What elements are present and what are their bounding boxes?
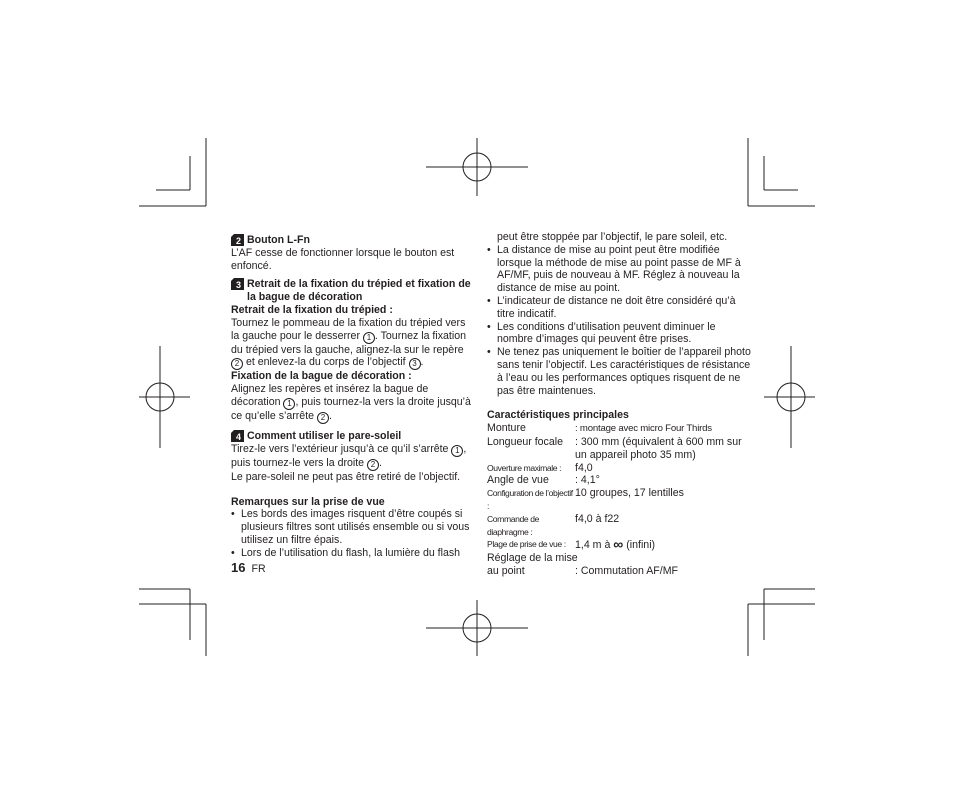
list-item: • Les conditions d’utilisation peuvent diminuer le nombre d’images qui peuvent être prises.	[487, 321, 752, 347]
spec-row: Monture : montage avec micro Four Thirds	[487, 422, 712, 435]
lens-hood-note: Le pare-soleil ne peut pas être retiré de l’objectif.	[231, 470, 461, 483]
page-number: 16	[231, 560, 246, 575]
section-title: Retrait de la fixation du trépied et fixation de la bague de décoration	[247, 278, 471, 304]
subheading-tripod-removal: Retrait de la fixation du trépied :	[231, 303, 393, 316]
spec-row: Commande de diaphragme : f4,0 à f22	[487, 512, 620, 537]
spec-row: Longueur focale : 300 mm (équivalent à 600 mm sur un appareil photo 35 mm)	[487, 435, 742, 461]
spec-row: Ouverture maximale : f4,0	[487, 461, 593, 474]
svg-text:4: 4	[235, 431, 242, 442]
circled-number-1: 1	[283, 398, 295, 410]
remarks-list	[231, 508, 471, 559]
svg-text:2: 2	[235, 236, 242, 246]
circled-number-1: 1	[451, 445, 463, 457]
spec-row: Configuration de l’objectif : 10 groupes, 17 lentilles	[487, 487, 684, 511]
circled-number-2: 2	[367, 459, 379, 471]
spec-row: Angle de vue : 4,1°	[487, 474, 600, 487]
spec-row: Plage de prise de vue : 1,4 m à ∞ (infini)	[487, 536, 656, 553]
section-l-fn-button	[231, 234, 471, 247]
circled-number-3: 3	[409, 358, 421, 370]
section-title: Bouton L-Fn	[247, 234, 310, 246]
list-item: • Lors de l’utilisation du flash, la lumière du flash	[231, 547, 471, 560]
right-column	[487, 231, 752, 578]
lens-hood-text: Tirez-le vers l’extérieur jusqu’à ce qu’il s’arrête 1 , puis tournez-le vers la droite 2 .	[231, 442, 467, 469]
registration-mark-left	[139, 346, 190, 448]
list-item: • Ne tenez pas uniquement le boîtier de l’appareil photo sans tenir l’objectif. Les caractéristiques de résistance à l’eau ou les performances optiques risquent de ne pas être maintenues.	[487, 346, 752, 397]
remarks-title: Remarques sur la prise de vue	[231, 495, 385, 508]
decoration-ring-text: Alignez les repères et insérez la bague de décoration 1 , puis tournez-la vers la droite jusqu’à ce qu’elle s’arrête 2 .	[231, 383, 471, 422]
step-4-icon	[231, 430, 244, 442]
list-item: • L’indicateur de distance ne doit être considéré qu’à titre indicatif.	[487, 295, 752, 321]
svg-text:3: 3	[235, 280, 242, 291]
section-tripod-mount	[231, 278, 471, 304]
language-code: FR	[251, 563, 266, 575]
circled-number-2: 2	[231, 358, 243, 370]
spec-row: Réglage de la mise	[487, 552, 578, 565]
specs-table	[487, 422, 752, 578]
step-2-icon	[231, 234, 244, 246]
section-title: Comment utiliser le pare-soleil	[247, 429, 402, 442]
infinity-icon: ∞	[613, 536, 624, 553]
continued-text: peut être stoppée par l’objectif, le pare soleil, etc.	[497, 231, 728, 243]
left-column	[231, 234, 471, 560]
remarks-list-continued	[487, 244, 752, 398]
section-text: L’AF cesse de fonctionner lorsque le bouton est enfoncé.	[231, 246, 455, 272]
registration-mark-bottom	[426, 600, 528, 656]
circled-number-2: 2	[317, 412, 329, 424]
section-lens-hood	[231, 430, 471, 443]
registration-mark-top	[426, 138, 528, 196]
specs-title: Caractéristiques principales	[487, 409, 629, 422]
spec-row: au point : Commutation AF/MF	[487, 564, 679, 577]
list-item: • La distance de mise au point peut être modifiée lorsque la méthode de mise au point passe de MF à AF/MF, puis de nouveau à MF. Réglez à nouveau la distance de mise au point.	[487, 244, 752, 295]
list-item: • Les bords des images risquent d’être coupés si plusieurs filtres sont utilisés ensemble ou si vous utilisez un filtre épais.	[231, 508, 471, 546]
step-3-icon	[231, 278, 244, 290]
page-footer	[231, 560, 266, 575]
tripod-removal-text: Tournez le pommeau de la fixation du trépied vers la gauche pour le desserrer 1 . Tournez la fixation du trépied vers la gauche, alignez-la sur le repère 2 et enlevez-la du corps de l’objectif 3 .	[231, 316, 467, 369]
subheading-decoration-ring: Fixation de la bague de décoration :	[231, 370, 412, 383]
registration-mark-right	[764, 346, 815, 448]
circled-number-1: 1	[363, 332, 375, 344]
